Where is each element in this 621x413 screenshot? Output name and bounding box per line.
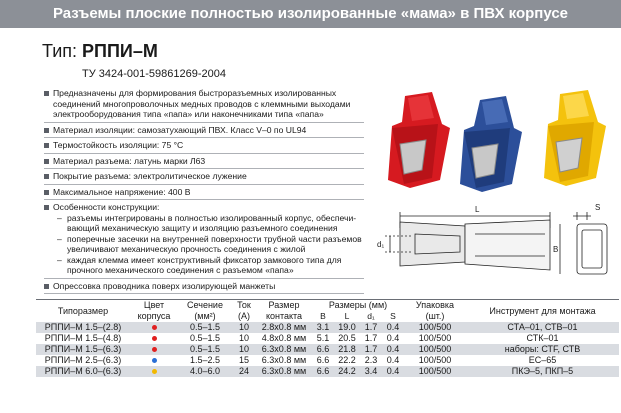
header-pack: Упаковка (шт.) — [404, 300, 466, 323]
cell-section: 0.5–1.5 — [189, 344, 221, 354]
drawing-label-L: L — [475, 205, 480, 214]
feature-item — [44, 200, 364, 279]
bullet-square-icon — [44, 91, 49, 96]
cell-tools: наборы: СТF, СТВ — [504, 344, 581, 354]
header-L: L — [344, 311, 350, 321]
feature-text: Покрытие разъема: электролитическое лужение — [53, 171, 247, 181]
bullet-square-icon — [44, 159, 49, 164]
cell-current: 10 — [238, 333, 249, 343]
cell-pack: 100/500 — [418, 333, 452, 343]
cell-B: 6.6 — [316, 355, 330, 365]
feature-item — [44, 185, 364, 201]
cell-S: 0.4 — [386, 333, 400, 343]
drawing-label-d1: d₁ — [377, 240, 385, 249]
product-type — [42, 41, 158, 62]
cell-section: 0.5–1.5 — [189, 322, 221, 332]
cell-contact: 4.8х0.8 мм — [261, 333, 307, 343]
cell-color — [130, 355, 178, 366]
feature-text: Термостойкость изоляции: 75 °С — [53, 140, 184, 150]
cell-contact: 6.3х0.8 мм — [261, 355, 307, 365]
cell-color — [130, 333, 178, 344]
cell-section: 0.5–1.5 — [189, 333, 221, 343]
drawing-label-B: B — [553, 245, 559, 254]
page-banner: Разъемы плоские полностью изолированные «мама» в ПВХ корпусе — [0, 0, 621, 28]
table-row — [36, 322, 619, 333]
bullet-square-icon — [44, 174, 49, 179]
feature-item — [44, 138, 364, 154]
spec-table — [36, 299, 619, 377]
cell-current: 15 — [238, 355, 249, 365]
header-current: Ток (А) — [232, 300, 256, 323]
bullet-square-icon — [44, 284, 49, 289]
cell-color — [130, 344, 178, 355]
bullet-square-icon — [44, 143, 49, 148]
red-connector-image — [388, 92, 450, 188]
header-tools: Инструмент для монтажа — [466, 300, 619, 323]
cell-L: 22.2 — [338, 355, 356, 365]
cell-tools: ПКЭ–5, ПКП–5 — [511, 366, 574, 376]
header-d1: d₁ — [367, 311, 375, 321]
color-dot-icon — [152, 347, 157, 352]
cell-current: 10 — [238, 344, 249, 354]
feature-item — [44, 86, 364, 123]
construction-item: – поперечные засечки на внутренней поверхности трубной части разъемов увеличивают механическую прочность соединения с жилой — [53, 234, 364, 255]
cell-section: 4.0–6.0 — [189, 366, 221, 376]
type-prefix: Тип: — [42, 41, 83, 61]
cell-tools: СТК–01 — [526, 333, 559, 343]
bullet-square-icon — [44, 128, 49, 133]
table-header-row — [36, 300, 619, 312]
header-contact: Размер контакта — [256, 300, 312, 323]
header-color: Цвет корпуса — [130, 300, 178, 323]
table-row — [36, 344, 619, 355]
feature-item — [44, 169, 364, 185]
color-dot-icon — [152, 325, 157, 330]
cell-size: РППИ–М 1.5–(6.3) — [44, 344, 122, 354]
cell-size: РППИ–М 1.5–(2.8) — [44, 322, 122, 332]
cell-L: 24.2 — [338, 366, 356, 376]
cell-L: 19.0 — [338, 322, 356, 332]
construction-item: – разъемы интегрированы в полностью изолированный корпус, обеспечи-вающий механическую защиту и изоляцию разъемного соединения — [53, 213, 364, 234]
cell-pack: 100/500 — [418, 344, 452, 354]
cell-S: 0.4 — [386, 366, 400, 376]
feature-list — [44, 86, 364, 294]
cell-B: 6.6 — [316, 344, 330, 354]
cell-contact: 6.3х0.8 мм — [261, 366, 307, 376]
bullet-square-icon — [44, 190, 49, 195]
cell-current: 10 — [238, 322, 249, 332]
feature-text: Максимальное напряжение: 400 В — [53, 186, 191, 197]
cell-section: 1.5–2.5 — [189, 355, 221, 365]
feature-text: Опрессовка проводника поверх изолирующей манжеты — [53, 280, 276, 291]
cell-S: 0.4 — [386, 355, 400, 365]
drawing-label-S: S — [595, 203, 601, 212]
cell-S: 0.4 — [386, 344, 400, 354]
cell-B: 6.6 — [316, 366, 330, 376]
cell-pack: 100/500 — [418, 322, 452, 332]
product-photo — [370, 88, 620, 196]
cell-d1: 1.7 — [364, 344, 378, 354]
bullet-square-icon — [44, 205, 49, 210]
cell-d1: 2.3 — [364, 355, 378, 365]
cell-size: РППИ–М 6.0–(6.3) — [44, 366, 122, 376]
cell-d1: 1.7 — [364, 322, 378, 332]
feature-text: Особенности конструкции: — [53, 202, 160, 212]
cell-color — [130, 322, 178, 333]
cell-d1: 1.7 — [364, 333, 378, 343]
cell-L: 20.5 — [338, 333, 356, 343]
cell-L: 21.8 — [338, 344, 356, 354]
cell-color — [130, 366, 178, 377]
feature-text: Материал изоляции: самозатухающий ПВХ. Класс V–0 по UL94 — [53, 124, 307, 135]
cell-size: РППИ–М 1.5–(4.8) — [44, 333, 122, 343]
cell-pack: 100/500 — [418, 355, 452, 365]
yellow-connector-image — [544, 90, 606, 186]
cell-d1: 3.4 — [364, 366, 378, 376]
color-dot-icon — [152, 358, 157, 363]
color-dot-icon — [152, 336, 157, 341]
feature-text: Материал разъема: латунь марки Л63 — [53, 155, 206, 166]
blue-connector-image — [460, 96, 522, 192]
tu-number: ТУ 3424-001-59861269-2004 — [82, 68, 226, 80]
table-row — [36, 366, 619, 377]
feature-item — [44, 123, 364, 139]
cell-tools: ЕС–65 — [528, 355, 557, 365]
cell-size: РППИ–М 2.5–(6.3) — [44, 355, 122, 365]
feature-item — [44, 154, 364, 170]
header-size: Типоразмер — [36, 300, 130, 323]
header-B: B — [320, 311, 326, 321]
header-S: S — [390, 311, 396, 321]
construction-item: – каждая клемма имеет конструктивный фиксатор замкового типа для прочного механического соединения с разъемом «папа» — [53, 255, 364, 276]
feature-text: Предназначены для формирования быстроразъемных изолированных соединений многопроволочных медных проводов с клеммными выходами электрооборудования типа «папа» или наконечниками типа «папа» — [53, 88, 351, 119]
color-dot-icon — [152, 369, 157, 374]
cell-B: 5.1 — [316, 333, 330, 343]
type-name: РППИ–М — [82, 41, 158, 61]
header-section: Сечение (мм²) — [178, 300, 232, 323]
cell-pack: 100/500 — [418, 366, 452, 376]
cell-current: 24 — [238, 366, 249, 376]
header-dims: Размеры (мм) — [312, 300, 404, 312]
cell-S: 0.4 — [386, 322, 400, 332]
technical-drawing — [355, 200, 617, 290]
table-row — [36, 355, 619, 366]
cell-tools: СТА–01, СТВ–01 — [507, 322, 578, 332]
cell-contact: 6.3х0.8 мм — [261, 344, 307, 354]
cell-B: 3.1 — [316, 322, 330, 332]
cell-contact: 2.8х0.8 мм — [261, 322, 307, 332]
table-row — [36, 333, 619, 344]
feature-item — [44, 279, 364, 295]
